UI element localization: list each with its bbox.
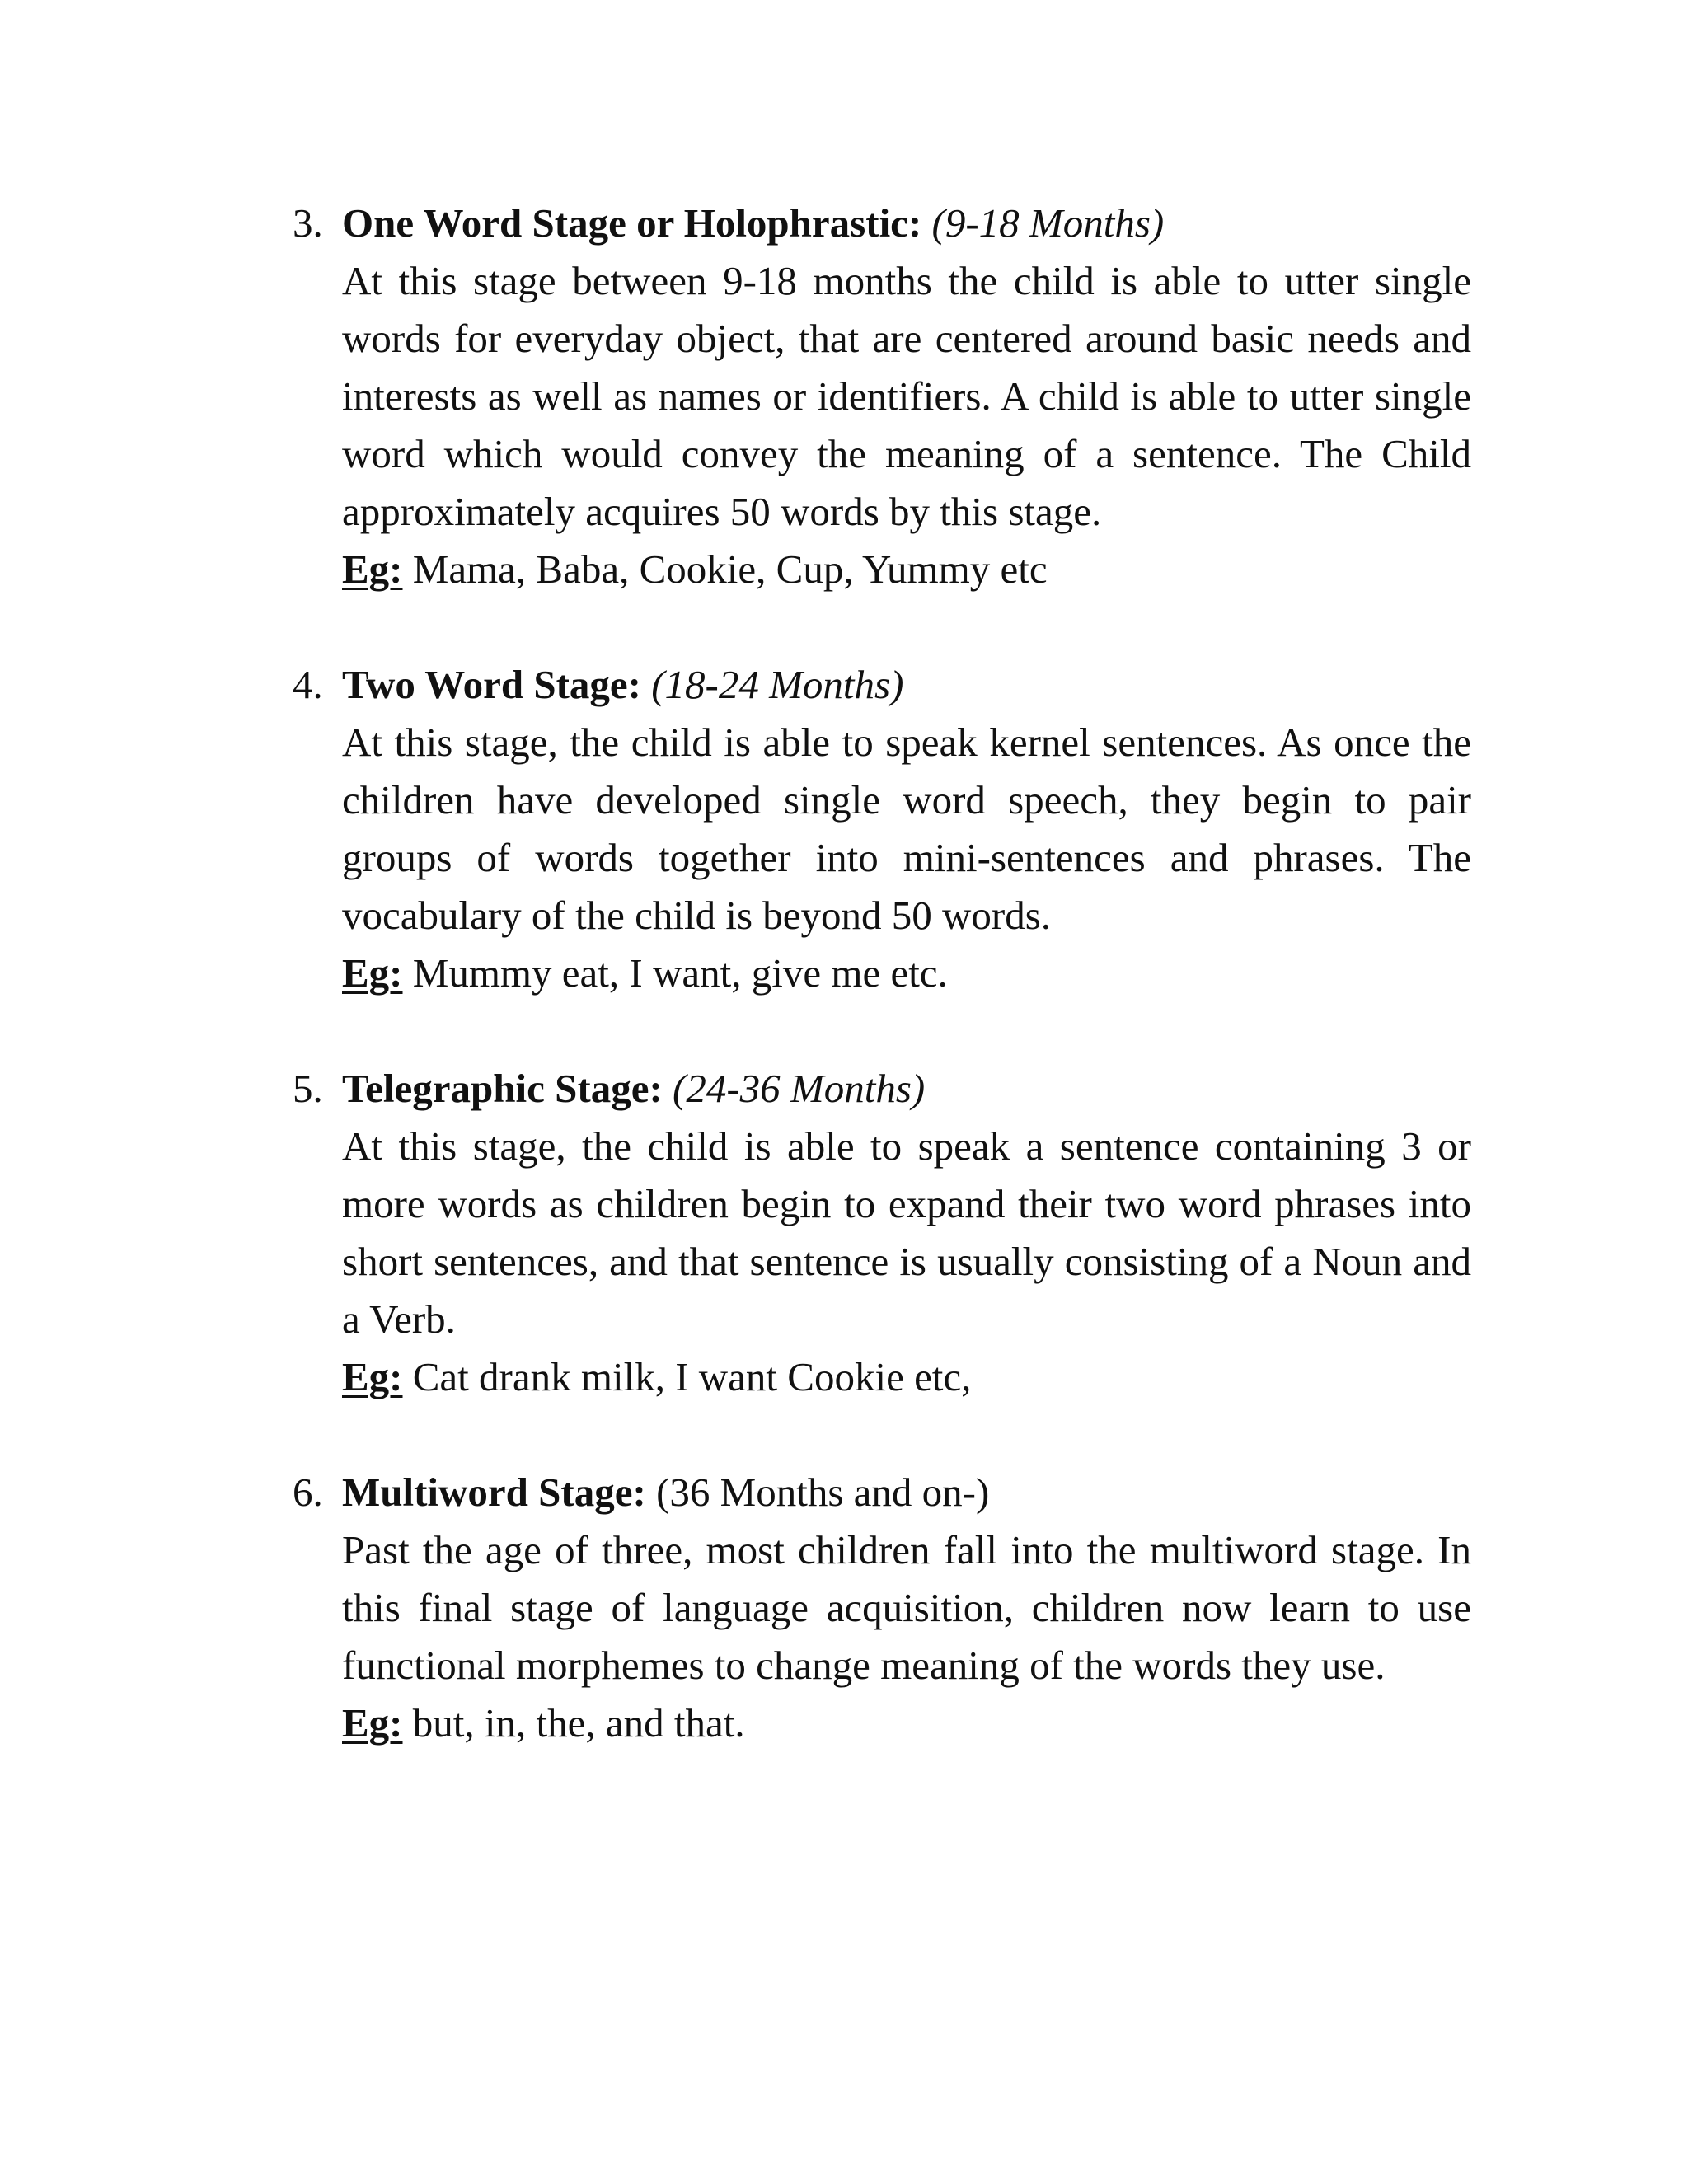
stage-number: 6. <box>293 1469 323 1515</box>
stage-number: 3. <box>293 200 323 246</box>
example-text: Mama, Baba, Cookie, Cup, Yummy etc <box>412 546 1048 592</box>
stage-example <box>342 944 1471 1002</box>
stage-example <box>342 1694 1471 1752</box>
stage-title: Telegraphic Stage: <box>342 1066 663 1111</box>
stage-age-range: (18-24 Months) <box>651 662 904 707</box>
stage-description: Past the age of three, most children fall into the multiword stage. In this final stage of language acquisition, children now learn to use functional morphemes to change meaning of the words they use. <box>342 1527 1471 1688</box>
stage-age-range: (36 Months and on-) <box>656 1469 990 1515</box>
stage-title: One Word Stage or Holophrastic: <box>342 200 922 246</box>
stage-description: At this stage, the child is able to speak kernel sentences. As once the children have developed single word speech, they begin to pair groups of words together into mini-sentences and phrases. The vocabulary of the child is beyond 50 words. <box>342 719 1471 938</box>
example-text: Mummy eat, I want, give me etc. <box>412 950 948 996</box>
example-label: Eg: <box>342 1700 403 1746</box>
example-label: Eg: <box>342 546 403 592</box>
stage-item-one-word <box>293 194 1471 598</box>
stage-number: 4. <box>293 662 323 707</box>
example-label: Eg: <box>342 1354 403 1399</box>
stage-number: 5. <box>293 1066 323 1111</box>
example-label: Eg: <box>342 950 403 996</box>
stage-heading <box>342 194 1471 252</box>
stage-age-range: (24-36 Months) <box>673 1066 926 1111</box>
stage-description: At this stage, the child is able to speak a sentence containing 3 or more words as children begin to expand their two word phrases into short sentences, and that sentence is usually consisting of a Noun and a Verb. <box>342 1123 1471 1342</box>
stage-item-multiword <box>293 1464 1471 1752</box>
example-text: Cat drank milk, I want Cookie etc, <box>412 1354 972 1399</box>
example-text: but, in, the, and that. <box>412 1700 745 1746</box>
stage-heading <box>342 1464 1471 1521</box>
stage-age-range: (9-18 Months) <box>931 200 1165 246</box>
stage-description: At this stage between 9-18 months the child is able to utter single words for everyday object, that are centered around basic needs and interests as well as names or identifiers. A child is able to utter single word which would convey the meaning of a sentence. The Child approximately acquires 50 words by this stage. <box>342 258 1471 534</box>
stage-title: Two Word Stage: <box>342 662 641 707</box>
stage-heading <box>342 1060 1471 1118</box>
stage-item-telegraphic <box>293 1060 1471 1406</box>
stage-list <box>293 194 1471 1810</box>
stage-heading <box>342 656 1471 714</box>
stage-example <box>342 1348 1471 1406</box>
stage-example <box>342 541 1471 598</box>
stage-item-two-word <box>293 656 1471 1002</box>
stage-title: Multiword Stage: <box>342 1469 646 1515</box>
